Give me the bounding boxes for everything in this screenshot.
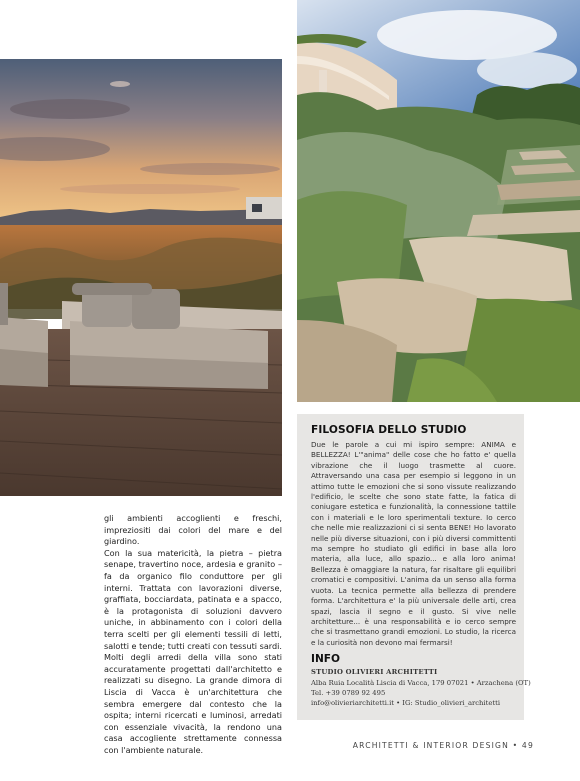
studio-name: STUDIO OLIVIERI ARCHITETTI bbox=[311, 668, 438, 677]
page-folio: ARCHITETTI & INTERIOR DESIGN • 49 bbox=[352, 741, 534, 750]
body-paragraph: gli ambienti accoglienti e freschi, impreziositi dai colori del mare e del giardino. bbox=[104, 513, 282, 547]
terrace-illustration bbox=[0, 59, 282, 496]
body-paragraph: Con la sua matericità, la pietra – pietra senape, travertino noce, ardesia e granito – fa da organico filo conduttore per gli interni. Trattata con lavorazioni diverse, graffiata, bocciardata, patinata e a spacco, è la protagonista di soluzioni davvero uniche, in abbinamento con i colori della terra scelti per gli elementi tessili di letti, salotti e tende; tutti creati con tessuti sardi. bbox=[104, 547, 282, 651]
sidebar-title: FILOSOFIA DELLO STUDIO bbox=[311, 424, 467, 436]
studio-contacts: info@olivieriarchitetti.it • IG: Studio_olivieri_architetti bbox=[311, 699, 500, 708]
info-title: INFO bbox=[311, 653, 341, 666]
studio-phone: Tel. +39 0789 92 495 bbox=[311, 688, 386, 697]
studio-address: Alba Ruia Località Liscia di Vacca, 179 07021 • Arzachena (OT) bbox=[311, 678, 531, 687]
garden-illustration bbox=[297, 0, 580, 402]
body-paragraph: Molti degli arredi della villa sono stati accuratamente progettati dall'architetto e realizzati su disegno. La grande dimora di Liscia di Vacca è un'architettura che sembra emergere dal contesto che la ospita; interni ricercati e luminosi, arredati con essenziale vivacità, la rendono una casa accogliente strettamente connessa con l'ambiente naturale. bbox=[104, 652, 282, 755]
terrace-sunset-photo bbox=[0, 59, 282, 496]
article-body bbox=[104, 513, 282, 756]
garden-steps-photo bbox=[297, 0, 580, 402]
philosophy-text: Due le parole a cui mi ispiro sempre: ANIMA e BELLEZZA! L'"anima" delle cose che ho fatto e' quella vibrazione che il luogo trasmette al cuore. Attraversando una casa per esempio si leggono in un attimo tutte le emozioni che si sono vissute realizzando l'edificio, le scelte che sono state fatte, la fatica di coniugare estetica e funzionalità, la connessione tattile con i materiali e le loro sperimentali texture. Io cerco che nelle mie realizzazioni ci si senta BENE! Ho lavorato nelle più diverse situazioni, con i più diversi committenti ma sempre ho studiato gli edifici in base alla loro materia, alla luce, allo spazio... e alla loro anima! Bellezza è omaggiare la natura, far risaltare gli equilibri cromatici e compositivi. L'anima da un senso alla forma vuota. La tecnica permette alla bellezza di prendere forma. L'architettura e' la più universale delle arti, crea spazi, lascia il segno e il gusto. Si vive nelle architetture... è una responsabilità e io cerco sempre che si trasmettano grandi emozioni. Lo studio, la ricerca e la curiosità non devono mai fermarsi! bbox=[311, 440, 516, 647]
studio-philosophy-box bbox=[297, 414, 531, 720]
